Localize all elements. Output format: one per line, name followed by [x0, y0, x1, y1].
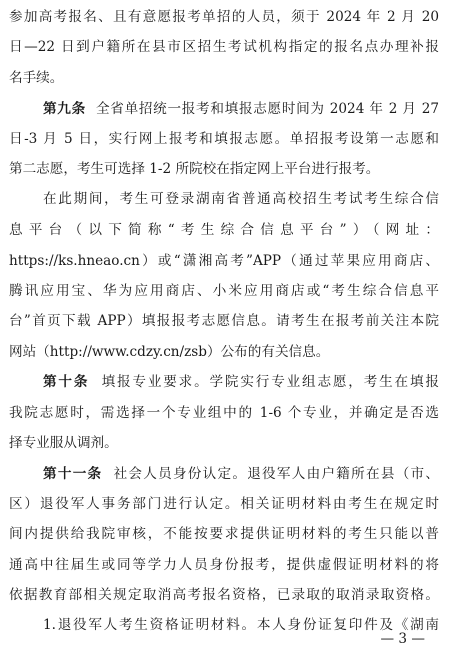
article-9-label: 第九条 — [43, 101, 86, 117]
article-10-label: 第十条 — [43, 374, 90, 390]
text-line: 腾讯应用宝、华为应用商店、小米应用商店或“考生综合信息平 — [9, 283, 439, 299]
text-line: 名手续。 — [9, 70, 64, 86]
page-number: — 3 — — [380, 631, 425, 647]
text-line: https://ks.hneao.cn）或“潇湘高考”APP（通过苹果应用商店、 — [9, 253, 439, 269]
text-line: 日—22 日到户籍所在县市区招生考试机构指定的报名点办理补报 — [9, 39, 439, 55]
text-line: 我院志愿时，需选择一个专业组中的 1-6 个专业，并确定是否选 — [9, 405, 439, 421]
text-line: 间内提供给我院审核，不能按要求提供证明材料的考生只能以普 — [9, 526, 439, 542]
text-line: 息平台（以下简称“考生综合信息平台”）（网址： — [9, 222, 439, 238]
text-line: 依据教育部相关规定取消高考报名资格，已录取的取消录取资格。 — [9, 587, 439, 603]
text-line: 区）退役军人事务部门进行认定。相关证明材料由考生在规定时 — [9, 496, 439, 512]
article-11-line: 第十一条 社会人员身份认定。退役军人由户籍所在县（市、 — [43, 466, 439, 482]
article-11-label: 第十一条 — [43, 466, 103, 482]
text-line: 第二志愿，考生可选择 1-2 所院校在指定网上平台进行报考。 — [9, 161, 380, 177]
text-line: 网站（http://www.cdzy.cn/zsb）公布的有关信息。 — [9, 344, 330, 360]
text-line: 择专业服从调剂。 — [9, 435, 118, 451]
article-10-line: 第十条 填报专业要求。学院实行专业组志愿，考生在填报 — [43, 374, 439, 390]
article-9-line: 第九条 全省单招统一报考和填报志愿时间为 2024 年 2 月 27 — [43, 101, 439, 117]
list-item-1-line: 1.退役军人考生资格证明材料。本人身份证复印件及《湖南 — [43, 617, 439, 633]
text-line: 在此期间，考生可登录湖南省普通高校招生考试考生综合信 — [43, 191, 439, 207]
text-line: 参加高考报名、且有意愿报考单招的人员，须于 2024 年 2 月 20 — [9, 9, 439, 25]
text-line: 通高中往届生或同等学力人员身份报考，提供虚假证明材料的将 — [9, 557, 439, 573]
text-line: 台”首页下载 APP）填报报考志愿信息。请考生在报考前关注本院 — [9, 313, 439, 329]
text-line: 日-3 月 5 日，实行网上报考和填报志愿。单招报考设第一志愿和 — [9, 131, 439, 147]
